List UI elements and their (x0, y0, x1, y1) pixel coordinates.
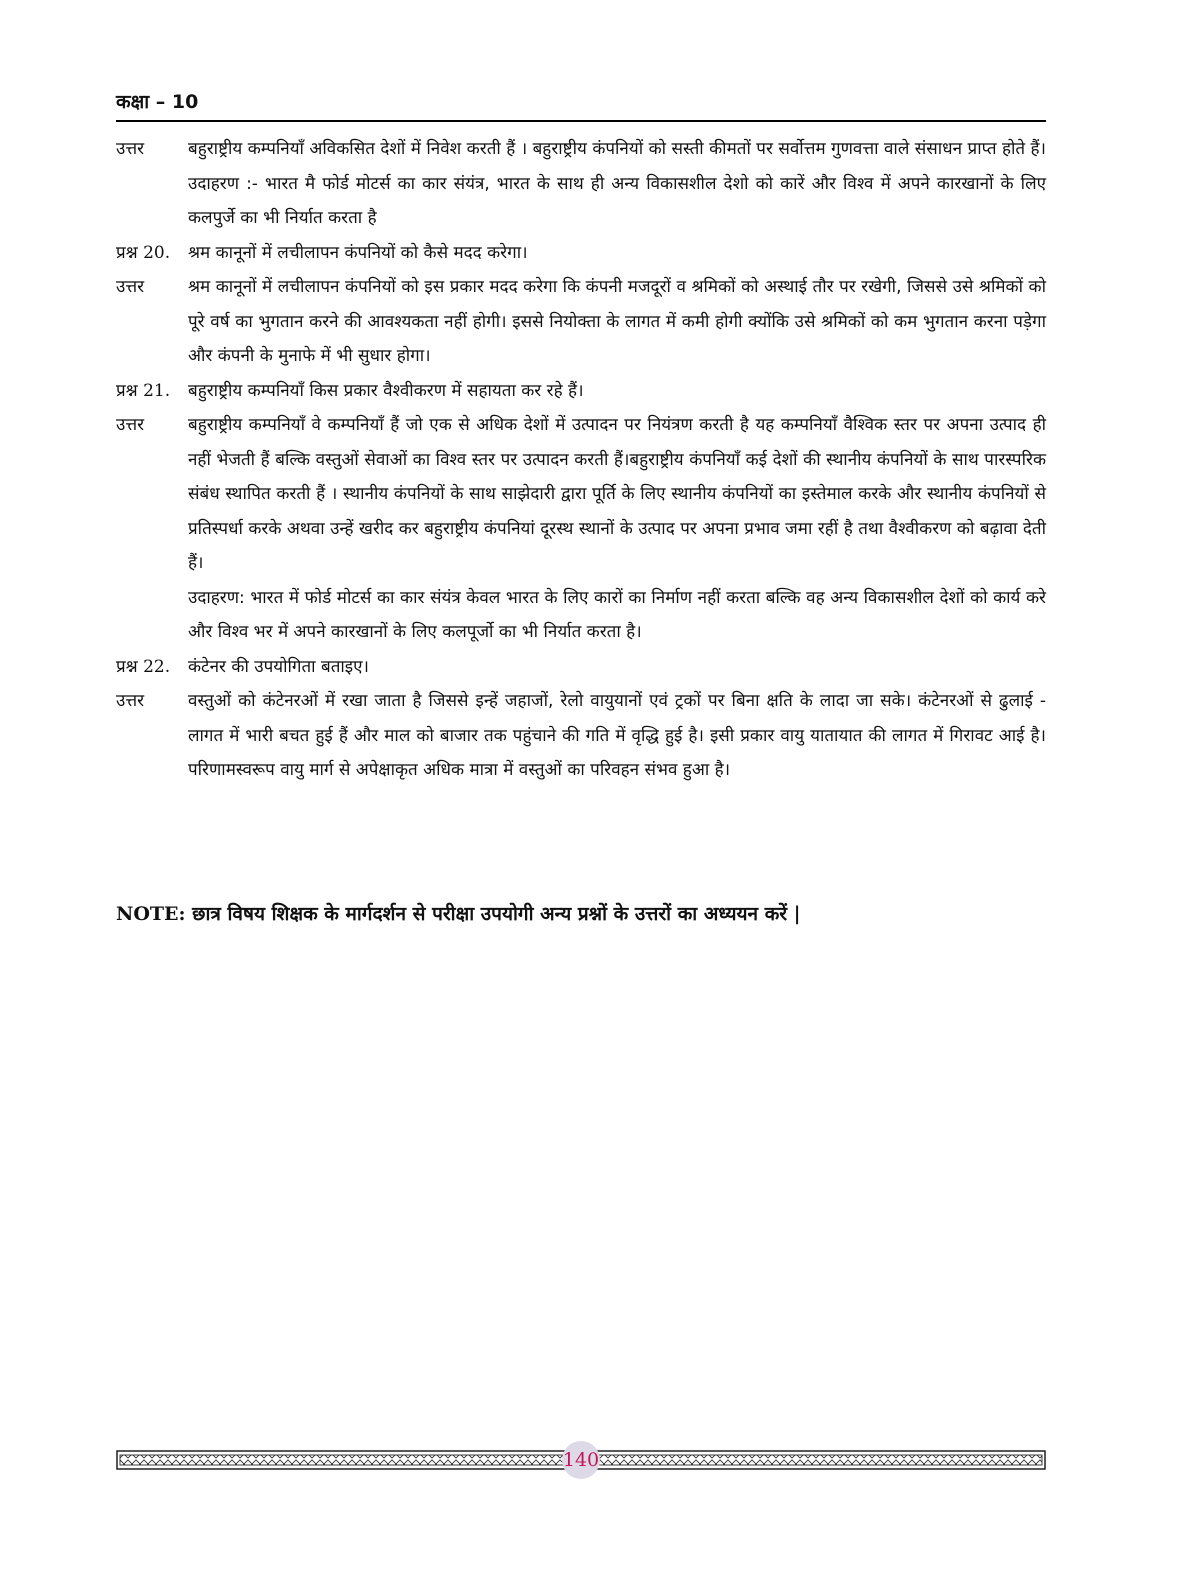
entry-text: श्रम कानूनों में लचीलापन कंपनियों को इस प्रकार मदद करेगा कि कंपनी मजदूरों व श्रमिकों को अस्थाई तौर पर रखेगी, जिससे उसे श्रमिकों को पूरे वर्ष का भुगतान करने की आवश्यकता नहीं होगी। इससे नियोक्ता के लागत में कमी होगी क्योंकि उसे श्रमिकों को कम भुगतान करना पड़ेगा और कंपनी के मुनाफे में भी सुधार होगा। (188, 277, 1046, 366)
entry-label: उत्तर (116, 691, 145, 711)
entry-text: कंटेनर की उपयोगिता बताइए। (188, 656, 369, 677)
entry-text: बहुराष्ट्रीय कम्पनियाँ वे कम्पनियाँ हैं जो एक से अधिक देशों में उत्पादन पर नियंत्रण करती है यह कम्पनियाँ वैश्विक स्तर पर अपना उत्पाद ही नहीं भेजती हैं बल्कि वस्तुओं सेवाओं का विश्व स्तर पर उत्पादन करती हैं।बहुराष्ट्रीय कंपनियाँ कई देशों की स्थानीय कंपनियों के साथ पारस्परिक संबंध स्थापित करती हैं । स्थानीय कंपनियों के साथ साझेदारी द्वारा पूर्ति के लिए स्थानीय कंपनियों का इस्तेमाल करके और स्थानीय कंपनियों से प्रतिस्पर्धा करके अथवा उन्हें खरीद कर बहुराष्ट्रीय कंपनियां दूरस्थ स्थानों के उत्पाद पर अपना प्रभाव जमा रहीं है तथा वैश्वीकरण को बढ़ावा देती हैं। (188, 415, 1046, 573)
answer-block (116, 270, 1046, 374)
entry-text: वस्तुओं को कंटेनरओं में रखा जाता है जिससे इन्हें जहाजों, रेलो वायुयानों एवं ट्रकों पर बिना क्षति के लादा जा सके। कंटेनरओं से ढुलाई - लागत में भारी बचत हुई हैं और माल को बाजार तक पहुंचाने की गति में वृद्धि हुई है। इसी प्रकार वायु यातायात की लागत में गिरावट आई है। परिणामस्वरूप वायु मार्ग से अपेक्षाकृत अधिक मात्रा में वस्तुओं का परिवहन संभव हुआ है। (188, 691, 1046, 780)
qa-content (116, 132, 1046, 788)
page-number: 140 (562, 1441, 600, 1479)
entry-label: उत्तर (116, 415, 145, 435)
answer-block (116, 684, 1046, 788)
entry-text: उदाहरण: भारत में फोर्ड मोटर्स का कार संयंत्र केवल भारत के लिए कारों का निर्माण नहीं करता बल्कि वह अन्य विकासशील देशों को कार्य करे और विश्व भर में अपने कारखानों के लिए कलपूर्जो का भी निर्यात करता है। (188, 587, 1046, 642)
page-header (116, 88, 1046, 122)
class-title: कक्षा – 10 (116, 91, 199, 113)
entry-text: बहुराष्ट्रीय कम्पनियाँ किस प्रकार वैश्वीकरण में सहायता कर रहे हैं। (188, 380, 584, 401)
question-block (116, 374, 1046, 409)
answer-block (116, 408, 1046, 650)
entry-label: प्रश्न 21. (116, 380, 171, 401)
question-block (116, 650, 1046, 685)
entry-label: उत्तर (116, 139, 145, 159)
question-block (116, 236, 1046, 271)
page-footer (116, 1449, 1046, 1471)
study-note: NOTE: छात्र विषय शिक्षक के मार्गदर्शन से परीक्षा उपयोगी अन्य प्रश्नों के उत्तरों का अध्ययन करें | (116, 903, 801, 925)
entry-text: श्रम कानूनों में लचीलापन कंपनियों को कैसे मदद करेगा। (188, 242, 528, 263)
entry-text: बहुराष्ट्रीय कम्पनियाँ अविकसित देशों में निवेश करती हैं । बहुराष्ट्रीय कंपनियों को सस्ती कीमतों पर सर्वोत्तम गुणवत्ता वाले संसाधन प्राप्त होते हैं। उदाहरण :- भारत मै फोर्ड मोटर्स का कार संयंत्र, भारत के साथ ही अन्य विकासशील देशो को कारें और विश्व में अपने कारखानों के लिए कलपुर्जे का भी निर्यात करता है (188, 139, 1046, 228)
answer-block (116, 132, 1046, 236)
entry-label: प्रश्न 20. (116, 242, 171, 263)
entry-label: उत्तर (116, 277, 145, 297)
entry-label: प्रश्न 22. (116, 656, 171, 677)
